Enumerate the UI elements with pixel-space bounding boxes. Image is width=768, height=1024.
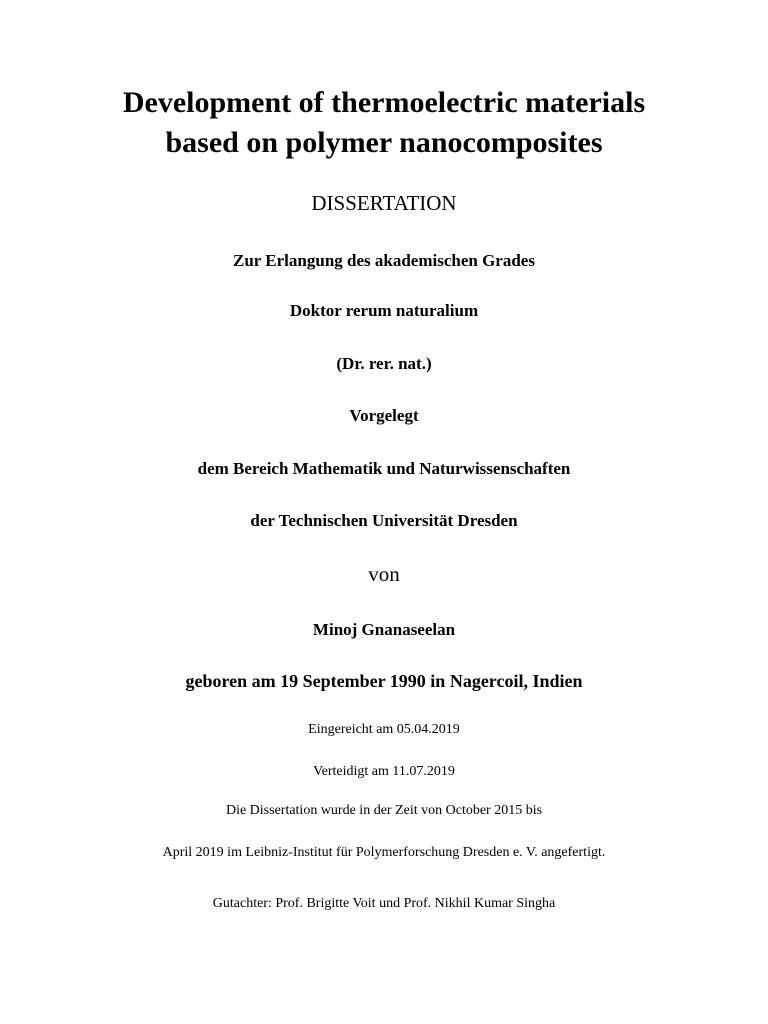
period-line-2: April 2019 im Leibniz-Institut für Polymerforschung Dresden e. V. angefertigt. (162, 845, 606, 860)
university: der Technischen Universität Dresden (250, 511, 518, 530)
birth-info: geboren am 19 September 1990 in Nagercoil, Indien (185, 671, 583, 691)
thesis-title-line-2: based on polymer nanocomposites (165, 126, 603, 159)
reviewers: Gutachter: Prof. Brigitte Voit und Prof. Nikhil Kumar Singha (212, 896, 556, 911)
document-type: DISSERTATION (311, 191, 457, 215)
degree-name: Doktor rerum naturalium (289, 301, 479, 320)
degree-purpose: Zur Erlangung des akademischen Grades (233, 251, 535, 270)
department: dem Bereich Mathematik und Naturwissenschaften (197, 459, 571, 478)
by-label: von (368, 562, 400, 586)
submitted-date: Eingereicht am 05.04.2019 (308, 722, 460, 737)
period-line-1: Die Dissertation wurde in der Zeit von October 2015 bis (225, 803, 543, 818)
thesis-title-line-1: Development of thermoelectric materials (122, 86, 646, 119)
submitted-label: Vorgelegt (349, 406, 419, 425)
author-name: Minoj Gnanaseelan (312, 620, 456, 639)
degree-abbreviation: (Dr. rer. nat.) (336, 354, 432, 373)
defended-date: Verteidigt am 11.07.2019 (313, 764, 455, 779)
